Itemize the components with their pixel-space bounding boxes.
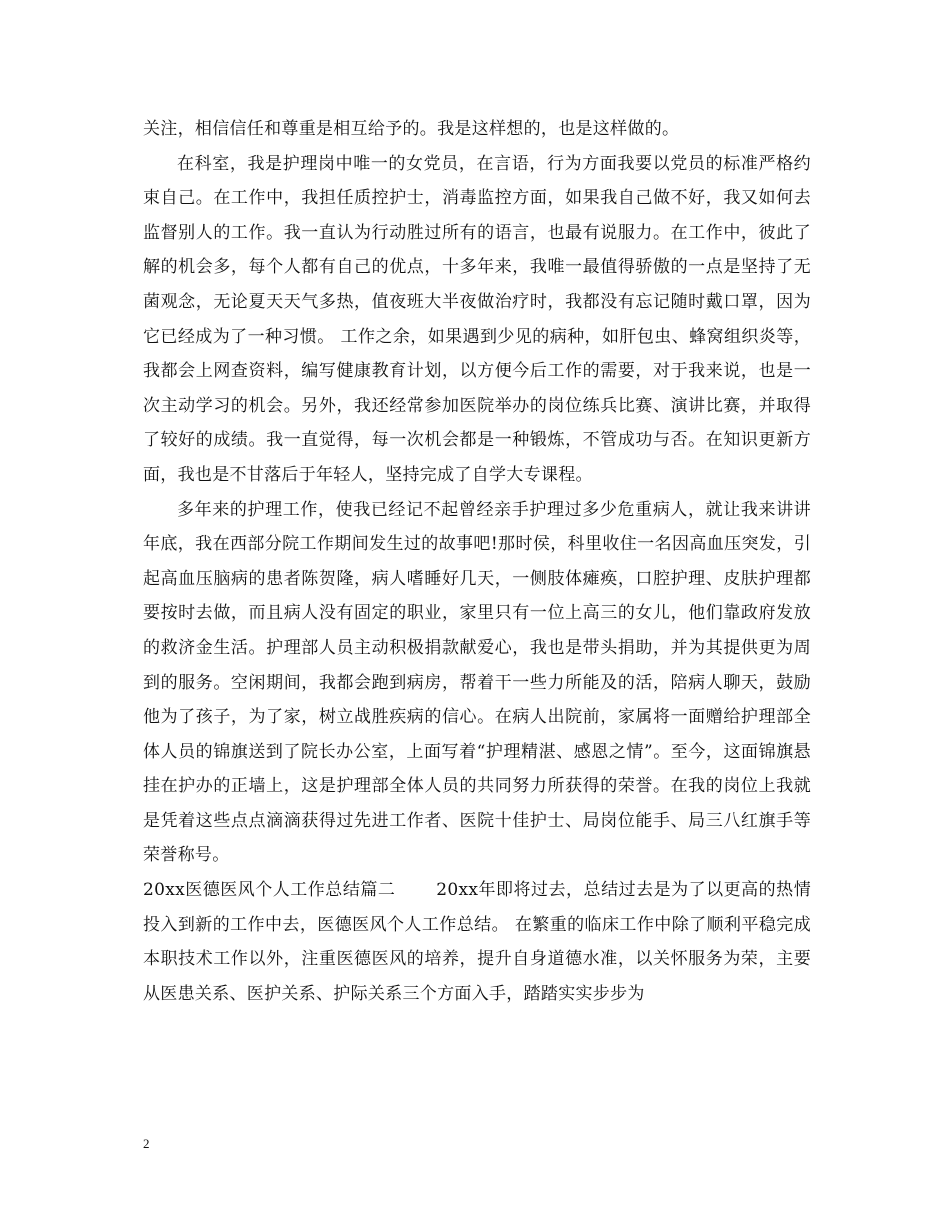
paragraph-2: 在科室，我是护理岗中唯一的女党员，在言语，行为方面我要以党员的标准严格约束自己。在工作中，我担任质控护士，消毒监控方面，如果我自己做不好，我又如何去监督别人的工作。我一直认为行动胜过所有的语言，也最有说服力。在工作中，彼此了解的机会多，每个人都有自己的优点，十多年来，我唯一最值得骄傲的一点是坚持了无菌观念，无论夏天天气多热，值夜班大半夜做治疗时，我都没有忘记随时戴口罩，因为它已经成为了一种习惯。 工作之余，如果遇到少见的病种，如肝包虫、蜂窝组织炎等，我都会上网查资料，编写健康教育计划，以方便今后工作的需要，对于我来说，也是一次主动学习的机会。另外，我还经常参加医院举办的岗位练兵比赛、演讲比赛，并取得了较好的成绩。我一直觉得，每一次机会都是一种锻炼，不管成功与否。在知识更新方面，我也是不甘落后于年轻人，坚持完成了自学大专课程。 <box>143 153 811 485</box>
paragraph-4: 20xx医德医风个人工作总结篇二 20xx年即将过去，总结过去是为了以更高的热情投入到新的工作中去，医德医风个人工作总结。 在繁重的临床工作中除了顺利平稳完成本职技术工作以外，注重医德医风的培养，提升自身道德水准，以关怀服务为荣，主要从医患关系、医护关系、护际关系三个方面入手，踏踏实实步步为 <box>143 880 811 1004</box>
page-number: 2 <box>143 1136 150 1151</box>
paragraph-1: 关注，相信信任和尊重是相互给予的。我是这样想的，也是这样做的。 <box>143 119 680 139</box>
paragraph-3: 多年来的护理工作，使我已经记不起曾经亲手护理过多少危重病人，就让我来讲讲年底，我在西部分院工作期间发生过的故事吧!那时侯，科里收住一名因高血压突发，引起高血压脑病的患者陈贺隆，病人嗜睡好几天，一侧肢体瘫痪，口腔护理、皮肤护理都要按时去做，而且病人没有固定的职业，家里只有一位上高三的女儿，他们靠政府发放的救济金生活。护理部人员主动积极捐款献爱心，我也是带头捐助，并为其提供更为周到的服务。空闲期间，我都会跑到病房，帮着干一些力所能及的活，陪病人聊天，鼓励他为了孩子，为了家，树立战胜疾病的信心。在病人出院前，家属将一面赠给护理部全体人员的锦旗送到了院长办公室，上面写着“护理精湛、感恩之情”。至今，这面锦旗悬挂在护办的正墙上，这是护理部全体人员的共同努力所获得的荣誉。在我的岗位上我就是凭着这些点点滴滴获得过先进工作者、医院十佳护士、局岗位能手、局三八红旗手等荣誉称号。 <box>143 499 811 866</box>
document-body <box>143 112 811 1011</box>
